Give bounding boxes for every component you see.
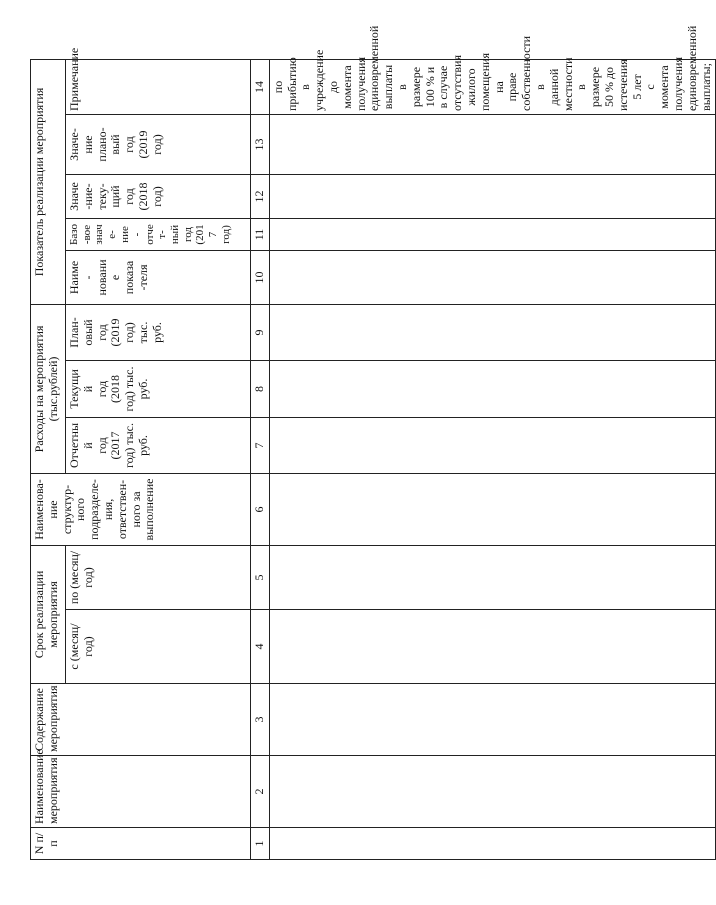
rotated-table-wrapper <box>30 25 713 860</box>
body-cell-13 <box>269 114 716 174</box>
note-line: истечения 5 лет <box>615 59 644 111</box>
col-number: 9 <box>251 304 270 360</box>
body-cell-8 <box>269 360 716 417</box>
body-cell-7 <box>269 417 716 473</box>
header-group-pokazatel: Показатель реализации мероприятия <box>31 59 66 304</box>
col-number: 14 <box>251 59 270 114</box>
note-line: единовременной <box>684 25 699 111</box>
note-line: выплаты в <box>381 64 409 110</box>
note-line: получения <box>670 57 685 111</box>
note-line: данной <box>546 68 561 106</box>
col-number: 7 <box>251 417 270 473</box>
header-col-3: Содержание мероприятия <box>31 684 251 756</box>
header-col-8: Текущи й год (2018 год) тыс. руб. <box>66 360 251 417</box>
note-line: по прибытию в <box>270 57 313 111</box>
body-cell-9 <box>269 304 716 360</box>
body-cell-5 <box>269 545 716 609</box>
note-line: размере 100 % и <box>408 66 437 108</box>
header-col-11: Базо -вое знач е- ние - отче т- ный год (201 7 год) <box>66 218 251 250</box>
col-number: 11 <box>251 218 270 250</box>
body-cell-1 <box>269 828 716 860</box>
header-row-groups <box>31 59 66 859</box>
note-line: праве <box>505 72 520 102</box>
col-number: 1 <box>251 828 270 860</box>
body-cell-3 <box>269 684 716 756</box>
col-number: 8 <box>251 360 270 417</box>
header-col-4: с (месяц/ год) <box>66 610 251 684</box>
header-col-14: Примечание <box>66 59 251 114</box>
activity-table <box>30 25 716 860</box>
col-number: 13 <box>251 114 270 174</box>
body-cell-10 <box>269 250 716 304</box>
note-line: жилого <box>463 68 478 106</box>
header-col-10: Наиме - новани е показа -теля <box>66 250 251 304</box>
header-col-6: Наименова- ние структур- ного подразделе- ния, ответствен- ного за выполнение <box>31 473 251 545</box>
column-number-row <box>251 59 270 859</box>
note-line: собственности в <box>519 35 547 111</box>
header-col-5: по (месяц/ год) <box>66 545 251 609</box>
table-row <box>269 59 716 859</box>
note-line: с момента <box>643 65 672 109</box>
note-line: местности в <box>560 57 589 111</box>
col-number: 12 <box>251 174 270 218</box>
header-col-7: Отчетны й год (2017 год) тыс. руб. <box>66 417 251 473</box>
body-cell-6 <box>269 473 716 545</box>
header-col-1: N п/п <box>31 828 251 860</box>
note-line: получения <box>353 57 368 111</box>
col-number: 5 <box>251 545 270 609</box>
note-line: размере 50 % до <box>588 66 616 108</box>
note-line: отсутствия <box>450 55 465 111</box>
col-number: 4 <box>251 610 270 684</box>
body-cell-note <box>269 25 716 114</box>
col-number: 10 <box>251 250 270 304</box>
note-line: момента <box>339 65 354 109</box>
body-cell-2 <box>269 756 716 828</box>
header-group-srok: Срок реализации мероприятия <box>31 545 66 683</box>
body-cell-11 <box>269 218 716 250</box>
note-line: единовременной <box>367 25 382 111</box>
note-line: помещения на <box>477 52 506 111</box>
header-group-rashody: Расходы на мероприятия (тыс.рублей) <box>31 304 66 473</box>
col-number: 3 <box>251 684 270 756</box>
header-col-12: Значе -ние- теку- щий год (2018 год) <box>66 174 251 218</box>
note-line: выплаты; <box>698 63 713 111</box>
col-number: 6 <box>251 473 270 545</box>
body-cell-12 <box>269 174 716 218</box>
header-col-2: Наименование мероприятия <box>31 756 251 828</box>
header-col-9: План- овый год (2019 год) тыс. руб. <box>66 304 251 360</box>
body-cell-4 <box>269 610 716 684</box>
note-line: в случае <box>436 65 451 109</box>
header-col-13: Значе- ние плано- вый год (2019 год) <box>66 114 251 174</box>
col-number: 2 <box>251 756 270 828</box>
note-line: учреждение до <box>312 49 340 111</box>
